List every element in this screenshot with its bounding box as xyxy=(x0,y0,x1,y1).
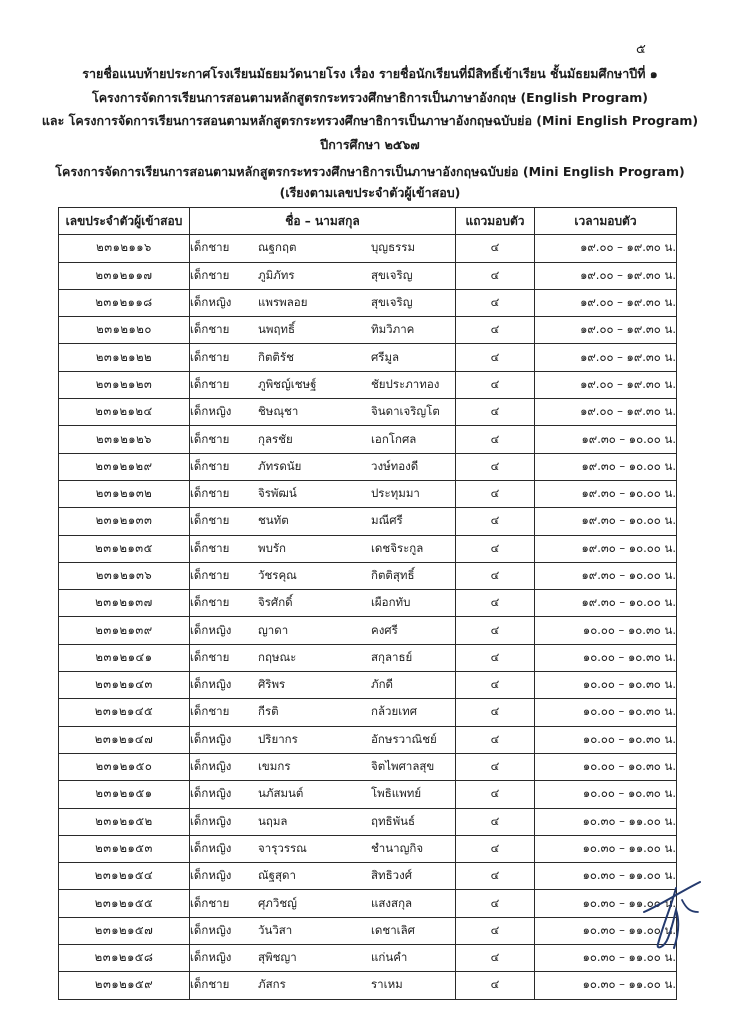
report-row-cell: ๔ xyxy=(456,644,535,671)
first-name: ณฐกฤต xyxy=(258,240,297,255)
full-name-cell xyxy=(190,863,456,890)
last-name: มณีศรี xyxy=(371,513,403,528)
name-title: เด็กหญิง xyxy=(190,786,232,801)
exam-id-cell: ๒๓๑๒๑๓๗ xyxy=(59,590,190,617)
header-line-3: และ โครงการจัดการเรียนการสอนตามหลักสูตรกระทรวงศึกษาธิการเป็นภาษาอังกฤษฉบับย่อ (Mini English Program) xyxy=(41,113,699,128)
first-name: จิรศักดิ์ xyxy=(258,595,293,610)
table-row xyxy=(59,890,677,917)
exam-id-cell: ๒๓๑๒๑๓๓ xyxy=(59,508,190,535)
last-name: เดชจิระกูล xyxy=(371,540,424,555)
report-time-cell: ๑๐.๓๐ – ๑๑.๐๐ น. xyxy=(535,863,677,890)
report-row-cell: ๔ xyxy=(456,562,535,589)
name-title: เด็กชาย xyxy=(190,267,230,282)
last-name: คงศรี xyxy=(371,622,398,637)
table-row xyxy=(59,863,677,890)
report-time-cell: ๑๐.๐๐ – ๑๐.๓๐ น. xyxy=(535,753,677,780)
name-title: เด็กหญิง xyxy=(190,813,232,828)
header-line-2: โครงการจัดการเรียนการสอนตามหลักสูตรกระทรวงศึกษาธิการเป็นภาษาอังกฤษ (English Program) xyxy=(91,89,648,105)
exam-id-cell: ๒๓๑๒๑๕๑ xyxy=(59,781,190,808)
report-time-cell: ๑๙.๓๐ – ๑๐.๐๐ น. xyxy=(535,562,677,589)
table-row xyxy=(59,535,677,562)
exam-id-cell: ๒๓๑๒๑๓๖ xyxy=(59,562,190,589)
report-time-cell: ๑๐.๓๐ – ๑๑.๐๐ น. xyxy=(535,972,677,999)
report-row-cell: ๔ xyxy=(456,726,535,753)
exam-id-cell: ๒๓๑๒๑๓๙ xyxy=(59,617,190,644)
table-header-row xyxy=(59,208,677,235)
report-time-cell: ๑๙.๐๐ – ๑๙.๓๐ น. xyxy=(535,262,677,289)
first-name: ภัทรดนัย xyxy=(258,458,302,473)
first-name: กฤษณะ xyxy=(258,649,297,664)
document-header xyxy=(40,62,700,156)
section-title: โครงการจัดการเรียนการสอนตามหลักสูตรกระทรวงศึกษาธิการเป็นภาษาอังกฤษฉบับย่อ (Mini English Program) xyxy=(55,164,685,179)
header-report-row: แถวมอบตัว xyxy=(456,208,535,235)
exam-id-cell: ๒๓๑๒๑๔๗ xyxy=(59,726,190,753)
table-row xyxy=(59,972,677,999)
signature-icon xyxy=(638,878,708,956)
full-name-cell xyxy=(190,972,456,999)
table-row xyxy=(59,781,677,808)
section-sort-note: (เรียงตามเลขประจำตัวผู้เข้าสอบ) xyxy=(279,185,461,200)
first-name: พบรัก xyxy=(258,540,287,555)
full-name-cell xyxy=(190,289,456,316)
first-name: ภูพิชญ์เชษฐ์ xyxy=(258,376,317,391)
report-time-cell: ๑๙.๐๐ – ๑๙.๓๐ น. xyxy=(535,317,677,344)
last-name: วงษ์ทองดี xyxy=(371,458,419,473)
full-name-cell xyxy=(190,399,456,426)
table-row xyxy=(59,235,677,262)
last-name: ฤทธิพันธ์ xyxy=(371,813,416,828)
exam-id-cell: ๒๓๑๒๑๑๗ xyxy=(59,262,190,289)
name-title: เด็กหญิง xyxy=(190,295,232,310)
table-row xyxy=(59,945,677,972)
report-row-cell: ๔ xyxy=(456,480,535,507)
first-name: ภัสกร xyxy=(258,977,286,992)
table-row xyxy=(59,344,677,371)
first-name: นฤมล xyxy=(258,813,288,828)
report-row-cell: ๔ xyxy=(456,590,535,617)
table-row xyxy=(59,835,677,862)
first-name: จารุวรรณ xyxy=(258,840,307,855)
table-row xyxy=(59,371,677,398)
table-row xyxy=(59,508,677,535)
exam-id-cell: ๒๓๑๒๑๕๐ xyxy=(59,753,190,780)
name-title: เด็กชาย xyxy=(190,513,230,528)
exam-id-cell: ๒๓๑๒๑๔๑ xyxy=(59,644,190,671)
name-title: เด็กหญิง xyxy=(190,622,232,637)
table-row xyxy=(59,808,677,835)
exam-id-cell: ๒๓๑๒๑๓๒ xyxy=(59,480,190,507)
report-time-cell: ๑๙.๓๐ – ๑๐.๐๐ น. xyxy=(535,480,677,507)
report-time-cell: ๑๙.๐๐ – ๑๙.๓๐ น. xyxy=(535,289,677,316)
exam-id-cell: ๒๓๑๒๑๒๖ xyxy=(59,426,190,453)
report-row-cell: ๔ xyxy=(456,672,535,699)
name-title: เด็กชาย xyxy=(190,322,230,337)
report-row-cell: ๔ xyxy=(456,344,535,371)
table-row xyxy=(59,699,677,726)
first-name: กุลรชัย xyxy=(258,431,293,446)
full-name-cell xyxy=(190,508,456,535)
table-row xyxy=(59,753,677,780)
report-row-cell: ๔ xyxy=(456,426,535,453)
report-time-cell: ๑๙.๓๐ – ๑๐.๐๐ น. xyxy=(535,535,677,562)
name-title: เด็กหญิง xyxy=(190,950,232,965)
full-name-cell xyxy=(190,453,456,480)
name-title: เด็กชาย xyxy=(190,595,230,610)
name-title: เด็กชาย xyxy=(190,458,230,473)
table-row xyxy=(59,480,677,507)
name-title: เด็กชาย xyxy=(190,376,230,391)
name-title: เด็กชาย xyxy=(190,895,230,910)
full-name-cell xyxy=(190,344,456,371)
report-time-cell: ๑๐.๐๐ – ๑๐.๓๐ น. xyxy=(535,644,677,671)
full-name-cell xyxy=(190,590,456,617)
full-name-cell xyxy=(190,371,456,398)
first-name: กีรติ xyxy=(258,704,279,719)
report-time-cell: ๑๐.๓๐ – ๑๑.๐๐ น. xyxy=(535,917,677,944)
exam-id-cell: ๒๓๑๒๑๔๓ xyxy=(59,672,190,699)
full-name-cell xyxy=(190,753,456,780)
report-row-cell: ๔ xyxy=(456,371,535,398)
last-name: เดชาเลิศ xyxy=(371,922,415,937)
last-name: เผือกทับ xyxy=(371,595,411,610)
full-name-cell xyxy=(190,617,456,644)
first-name: ณัฐสุดา xyxy=(258,868,296,883)
report-time-cell: ๑๐.๐๐ – ๑๐.๓๐ น. xyxy=(535,617,677,644)
report-time-cell: ๑๐.๓๐ – ๑๑.๐๐ น. xyxy=(535,890,677,917)
table-row xyxy=(59,590,677,617)
report-row-cell: ๔ xyxy=(456,453,535,480)
name-title: เด็กชาย xyxy=(190,568,230,582)
full-name-cell xyxy=(190,781,456,808)
table-row xyxy=(59,917,677,944)
last-name: ชัยประภาทอง xyxy=(371,376,440,391)
name-title: เด็กชาย xyxy=(190,431,230,446)
report-time-cell: ๑๙.๐๐ – ๑๙.๓๐ น. xyxy=(535,399,677,426)
last-name: ประทุมมา xyxy=(371,486,420,501)
last-name: จิตไพศาลสุข xyxy=(371,759,435,774)
report-time-cell: ๑๙.๐๐ – ๑๙.๓๐ น. xyxy=(535,344,677,371)
report-row-cell: ๔ xyxy=(456,399,535,426)
full-name-cell xyxy=(190,808,456,835)
exam-id-cell: ๒๓๑๒๑๕๕ xyxy=(59,890,190,917)
table-row xyxy=(59,562,677,589)
table-row xyxy=(59,289,677,316)
last-name: ภักดี xyxy=(371,677,394,692)
exam-id-cell: ๒๓๑๒๑๕๙ xyxy=(59,972,190,999)
report-row-cell: ๔ xyxy=(456,617,535,644)
first-name: จิรพัฒน์ xyxy=(258,486,297,501)
first-name: วันวิสา xyxy=(258,922,293,937)
report-row-cell: ๔ xyxy=(456,863,535,890)
table-row xyxy=(59,644,677,671)
first-name: ปริยากร xyxy=(258,731,298,746)
full-name-cell xyxy=(190,699,456,726)
report-row-cell: ๔ xyxy=(456,535,535,562)
header-report-time: เวลามอบตัว xyxy=(535,208,677,235)
report-row-cell: ๔ xyxy=(456,945,535,972)
exam-id-cell: ๒๓๑๒๑๒๙ xyxy=(59,453,190,480)
name-title: เด็กชาย xyxy=(190,486,230,501)
header-exam-id: เลขประจำตัวผู้เข้าสอบ xyxy=(59,208,190,235)
last-name: บุญธรรม xyxy=(371,240,416,255)
report-row-cell: ๔ xyxy=(456,835,535,862)
last-name: สุขเจริญ xyxy=(371,267,413,282)
report-time-cell: ๑๐.๓๐ – ๑๑.๐๐ น. xyxy=(535,945,677,972)
exam-id-cell: ๒๓๑๒๑๑๖ xyxy=(59,235,190,262)
report-time-cell: ๑๐.๓๐ – ๑๑.๐๐ น. xyxy=(535,808,677,835)
full-name-cell xyxy=(190,562,456,589)
report-time-cell: ๑๙.๓๐ – ๑๐.๐๐ น. xyxy=(535,508,677,535)
table-row xyxy=(59,262,677,289)
report-time-cell: ๑๙.๐๐ – ๑๙.๓๐ น. xyxy=(535,371,677,398)
report-row-cell: ๔ xyxy=(456,972,535,999)
name-title: เด็กชาย xyxy=(190,540,230,555)
report-time-cell: ๑๙.๓๐ – ๑๐.๐๐ น. xyxy=(535,590,677,617)
last-name: ราเหม xyxy=(371,977,403,992)
report-row-cell: ๔ xyxy=(456,808,535,835)
table-row xyxy=(59,672,677,699)
report-time-cell: ๑๐.๐๐ – ๑๐.๓๐ น. xyxy=(535,726,677,753)
last-name: ทิมวิภาค xyxy=(371,322,415,337)
report-row-cell: ๔ xyxy=(456,508,535,535)
header-line-1: รายชื่อแนบท้ายประกาศโรงเรียนมัธยมวัดนายโรง เรื่อง รายชื่อนักเรียนที่มีสิทธิ์เข้าเรียน ชั้นมัธยมศึกษาปีที่ ๑ xyxy=(82,66,658,81)
name-title: เด็กหญิง xyxy=(190,731,232,746)
full-name-cell xyxy=(190,262,456,289)
exam-id-cell: ๒๓๑๒๑๑๘ xyxy=(59,289,190,316)
first-name: แพรพลอย xyxy=(258,295,308,310)
full-name-cell xyxy=(190,235,456,262)
first-name: กิตติรัช xyxy=(258,349,294,364)
exam-id-cell: ๒๓๑๒๑๒๔ xyxy=(59,399,190,426)
header-line-4: ปีการศึกษา ๒๕๖๗ xyxy=(320,136,420,152)
report-time-cell: ๑๐.๓๐ – ๑๑.๐๐ น. xyxy=(535,835,677,862)
full-name-cell xyxy=(190,726,456,753)
table-row xyxy=(59,453,677,480)
first-name: ศิริพร xyxy=(258,677,286,692)
table-row xyxy=(59,617,677,644)
report-time-cell: ๑๐.๐๐ – ๑๐.๓๐ น. xyxy=(535,699,677,726)
exam-id-cell: ๒๓๑๒๑๒๐ xyxy=(59,317,190,344)
exam-id-cell: ๒๓๑๒๑๓๕ xyxy=(59,535,190,562)
student-roster-table xyxy=(58,207,677,1000)
last-name: กิตติสุทธิ์ xyxy=(371,568,415,582)
name-title: เด็กชาย xyxy=(190,349,230,364)
full-name-cell xyxy=(190,945,456,972)
name-title: เด็กหญิง xyxy=(190,677,232,692)
exam-id-cell: ๒๓๑๒๑๕๘ xyxy=(59,945,190,972)
report-row-cell: ๔ xyxy=(456,753,535,780)
table-row xyxy=(59,317,677,344)
table-row xyxy=(59,399,677,426)
full-name-cell xyxy=(190,917,456,944)
report-time-cell: ๑๙.๓๐ – ๑๐.๐๐ น. xyxy=(535,453,677,480)
header-full-name: ชื่อ – นามสกุล xyxy=(190,208,456,235)
table-row xyxy=(59,726,677,753)
exam-id-cell: ๒๓๑๒๑๔๕ xyxy=(59,699,190,726)
name-title: เด็กชาย xyxy=(190,240,230,255)
report-row-cell: ๔ xyxy=(456,317,535,344)
last-name: ชำนาญกิจ xyxy=(371,840,424,855)
name-title: เด็กหญิง xyxy=(190,922,232,937)
report-row-cell: ๔ xyxy=(456,890,535,917)
last-name: สกุลาธย์ xyxy=(371,649,413,664)
full-name-cell xyxy=(190,317,456,344)
name-title: เด็กหญิง xyxy=(190,868,232,883)
report-time-cell: ๑๙.๓๐ – ๑๐.๐๐ น. xyxy=(535,426,677,453)
first-name: เขมกร xyxy=(258,759,291,774)
full-name-cell xyxy=(190,672,456,699)
last-name: โพธิแพทย์ xyxy=(371,786,422,801)
name-title: เด็กชาย xyxy=(190,977,230,992)
full-name-cell xyxy=(190,480,456,507)
first-name: สุพิชญา xyxy=(258,950,297,965)
first-name: ศุภวิชญ์ xyxy=(258,895,297,910)
last-name: แสงสกุล xyxy=(371,895,413,910)
name-title: เด็กชาย xyxy=(190,649,230,664)
report-row-cell: ๔ xyxy=(456,917,535,944)
first-name: นภัสมนต์ xyxy=(258,786,304,801)
first-name: นพฤทธิ์ xyxy=(258,322,296,337)
report-row-cell: ๔ xyxy=(456,289,535,316)
last-name: กล้วยเทศ xyxy=(371,704,418,719)
last-name: อักษรวาณิชย์ xyxy=(371,731,437,746)
first-name: ภูมิภัทร xyxy=(258,267,295,282)
report-row-cell: ๔ xyxy=(456,781,535,808)
section-header xyxy=(40,161,700,203)
report-time-cell: ๑๐.๐๐ – ๑๐.๓๐ น. xyxy=(535,672,677,699)
page-number: ๕ xyxy=(636,42,646,57)
name-title: เด็กหญิง xyxy=(190,840,232,855)
name-title: เด็กหญิง xyxy=(190,759,232,774)
report-row-cell: ๔ xyxy=(456,235,535,262)
exam-id-cell: ๒๓๑๒๑๕๓ xyxy=(59,835,190,862)
first-name: ญาดา xyxy=(258,622,289,637)
exam-id-cell: ๒๓๑๒๑๕๒ xyxy=(59,808,190,835)
name-title: เด็กหญิง xyxy=(190,404,232,419)
report-row-cell: ๔ xyxy=(456,699,535,726)
first-name: ชนทัต xyxy=(258,513,289,528)
last-name: จินดาเจริญโต xyxy=(371,404,440,419)
last-name: สิทธิวงศ์ xyxy=(371,868,412,883)
last-name: ศรีมูล xyxy=(371,349,400,364)
table-row xyxy=(59,426,677,453)
table-body xyxy=(59,235,677,999)
last-name: แก่นคำ xyxy=(371,950,408,965)
exam-id-cell: ๒๓๑๒๑๒๒ xyxy=(59,344,190,371)
report-row-cell: ๔ xyxy=(456,262,535,289)
full-name-cell xyxy=(190,835,456,862)
exam-id-cell: ๒๓๑๒๑๕๔ xyxy=(59,863,190,890)
name-title: เด็กชาย xyxy=(190,704,230,719)
full-name-cell xyxy=(190,535,456,562)
exam-id-cell: ๒๓๑๒๑๕๗ xyxy=(59,917,190,944)
report-time-cell: ๑๙.๐๐ – ๑๙.๓๐ น. xyxy=(535,235,677,262)
first-name: ชิษณุชา xyxy=(258,404,299,419)
first-name: วัชรคุณ xyxy=(258,568,297,582)
full-name-cell xyxy=(190,644,456,671)
full-name-cell xyxy=(190,426,456,453)
full-name-cell xyxy=(190,890,456,917)
last-name: สุขเจริญ xyxy=(371,295,413,310)
report-time-cell: ๑๐.๐๐ – ๑๐.๓๐ น. xyxy=(535,781,677,808)
last-name: เอกโกศล xyxy=(371,431,417,446)
exam-id-cell: ๒๓๑๒๑๒๓ xyxy=(59,371,190,398)
